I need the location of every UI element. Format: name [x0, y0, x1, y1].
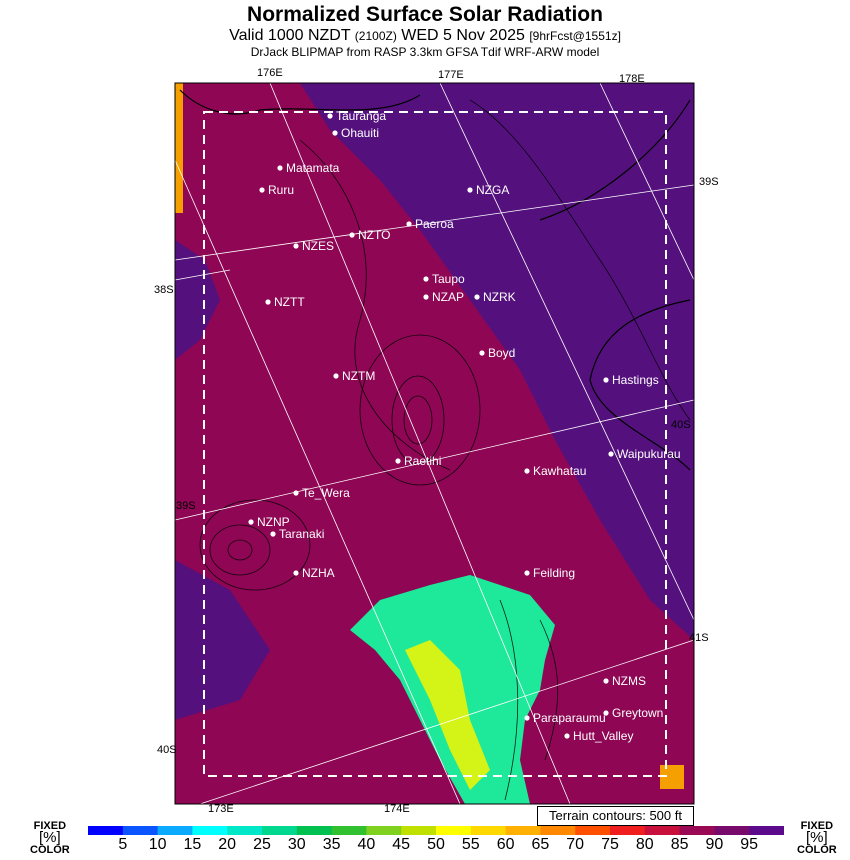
place-dot: [265, 299, 270, 304]
color-scale-swatch: [366, 826, 401, 835]
lon-label: 173E: [208, 803, 234, 815]
place-dot: [270, 531, 275, 536]
terrain-contours-note: Terrain contours: 500 ft: [537, 806, 694, 826]
color-scale-swatch: [540, 826, 575, 835]
color-scale-swatch: [192, 826, 227, 835]
place-dot: [293, 243, 298, 248]
place-dot: [524, 715, 529, 720]
color-scale-swatch: [749, 826, 784, 835]
place-label: NZGA: [476, 183, 510, 197]
place-dot: [332, 130, 337, 135]
lat-label: 41S: [689, 632, 709, 644]
map-subtitle: DrJack BLIPMAP from RASP 3.3km GFSA Tdif WRF-ARW model: [250, 45, 600, 59]
place-dot: [423, 294, 428, 299]
place-dot: [248, 519, 253, 524]
color-scale-tick-label: 20: [218, 836, 237, 853]
legend-left-label: [30, 821, 70, 855]
lon-label: 176E: [257, 67, 283, 79]
color-scale-tick-label: 55: [461, 836, 480, 853]
place-label: NZNP: [257, 515, 290, 529]
valid-prefix: Valid 1000 NZDT: [229, 27, 351, 44]
place-dot: [293, 570, 298, 575]
color-scale-tick-label: 75: [601, 836, 619, 853]
color-scale-tick-label: 45: [392, 836, 411, 853]
place-label: Kawhatau: [533, 464, 587, 478]
lat-label: 39S: [176, 500, 196, 512]
place-dot: [395, 458, 400, 463]
lat-label: 38S: [154, 284, 174, 296]
lon-label: 178E: [619, 73, 645, 85]
lat-label: 40S: [671, 419, 691, 431]
place-dot: [467, 187, 472, 192]
edge-artifact-nw: [175, 83, 183, 213]
place-label: Feilding: [533, 566, 576, 580]
color-scale-swatch: [575, 826, 610, 835]
place-dot: [327, 113, 332, 118]
color-scale-swatch: [297, 826, 332, 835]
place-dot: [603, 377, 608, 382]
place-label: Waipukurau: [617, 447, 681, 461]
place-label: Hutt_Valley: [573, 729, 634, 743]
legend-right-label: [797, 821, 837, 855]
valid-date: WED 5 Nov 2025: [401, 27, 525, 44]
place-label: NZHA: [302, 566, 335, 580]
place-label: Greytown: [612, 706, 664, 720]
color-scale-tick-label: 30: [287, 836, 306, 853]
color-scale-tick-label: 40: [357, 836, 376, 853]
place-label: Te_Wera: [302, 486, 350, 500]
place-label: Paeroa: [415, 217, 454, 231]
color-scale-tick-label: 80: [635, 836, 654, 853]
lon-label: 174E: [384, 803, 410, 815]
place-dot: [277, 165, 282, 170]
legend-color-text: COLOR: [30, 844, 70, 856]
color-scale-swatch: [227, 826, 262, 835]
color-scale-tick-label: 60: [496, 836, 515, 853]
place-label: Taranaki: [279, 527, 325, 541]
color-scale-swatch: [680, 826, 715, 835]
color-scale-swatch: [471, 826, 506, 835]
lat-label: 39S: [699, 176, 719, 188]
place-dot: [474, 294, 479, 299]
place-dot: [608, 451, 613, 456]
legend-unit: [%]: [39, 829, 61, 846]
legend-color-text: COLOR: [797, 844, 837, 856]
place-dot: [603, 678, 608, 683]
place-label: Ohauiti: [341, 126, 380, 140]
place-label: Boyd: [488, 346, 516, 360]
place-label: Matamata: [286, 161, 340, 175]
place-label: NZTM: [342, 369, 376, 383]
color-scale-tick-label: 90: [705, 836, 724, 853]
place-dot: [406, 221, 411, 226]
lat-label: 40S: [157, 744, 177, 756]
color-scale-swatch: [714, 826, 749, 835]
color-scale-tick-label: 50: [427, 836, 445, 853]
color-scale-swatch: [610, 826, 645, 835]
legend-fixed-text: FIXED: [800, 820, 834, 832]
color-scale-swatch: [436, 826, 471, 835]
color-scale-tick-label: 15: [183, 836, 202, 853]
place-label: Hastings: [612, 373, 659, 387]
map-title: Normalized Surface Solar Radiation: [247, 3, 603, 26]
color-scale-tick-label: 85: [670, 836, 689, 853]
place-label: NZTO: [358, 228, 391, 242]
color-scale-swatch: [123, 826, 158, 835]
color-scale-tick-label: 10: [148, 836, 167, 853]
place-dot: [423, 276, 428, 281]
color-scale-swatch: [262, 826, 297, 835]
color-scale-tick-label: 70: [566, 836, 585, 853]
color-scale-swatch: [401, 826, 436, 835]
forecast-tag: [9hrFcst@1551z]: [529, 29, 621, 43]
place-dot: [259, 187, 264, 192]
place-label: Tauranga: [336, 109, 387, 123]
place-label: NZTT: [274, 295, 305, 309]
place-label: NZRK: [483, 290, 516, 304]
color-scale-bar: [88, 826, 784, 835]
lon-label: 177E: [438, 69, 464, 81]
color-scale-tick-label: 5: [118, 836, 128, 853]
place-label: Paraparaumu: [533, 711, 606, 725]
valid-utc: (2100Z): [354, 29, 397, 43]
place-dot: [479, 350, 484, 355]
color-scale-tick-label: 95: [740, 836, 759, 853]
place-label: Taupo: [432, 272, 465, 286]
place-label: NZAP: [432, 290, 465, 304]
place-dot: [524, 468, 529, 473]
place-dot: [564, 733, 569, 738]
color-scale-swatch: [506, 826, 541, 835]
place-dot: [293, 490, 298, 495]
place-dot: [524, 570, 529, 575]
legend-fixed-text: FIXED: [33, 820, 67, 832]
color-scale-swatch: [88, 826, 123, 835]
color-scale-swatch: [332, 826, 367, 835]
color-scale-tick-label: 35: [322, 836, 341, 853]
color-scale-swatch: [158, 826, 193, 835]
place-label: Ruru: [268, 183, 295, 197]
color-scale-swatch: [645, 826, 680, 835]
place-label: NZES: [302, 239, 335, 253]
place-label: NZMS: [612, 674, 646, 688]
legend-unit: [%]: [806, 829, 828, 846]
place-label: Raetihi: [404, 454, 442, 468]
color-scale-tick-label: 25: [253, 836, 271, 853]
place-dot: [349, 232, 354, 237]
place-dot: [333, 373, 338, 378]
color-scale-tick-label: 65: [531, 836, 550, 853]
